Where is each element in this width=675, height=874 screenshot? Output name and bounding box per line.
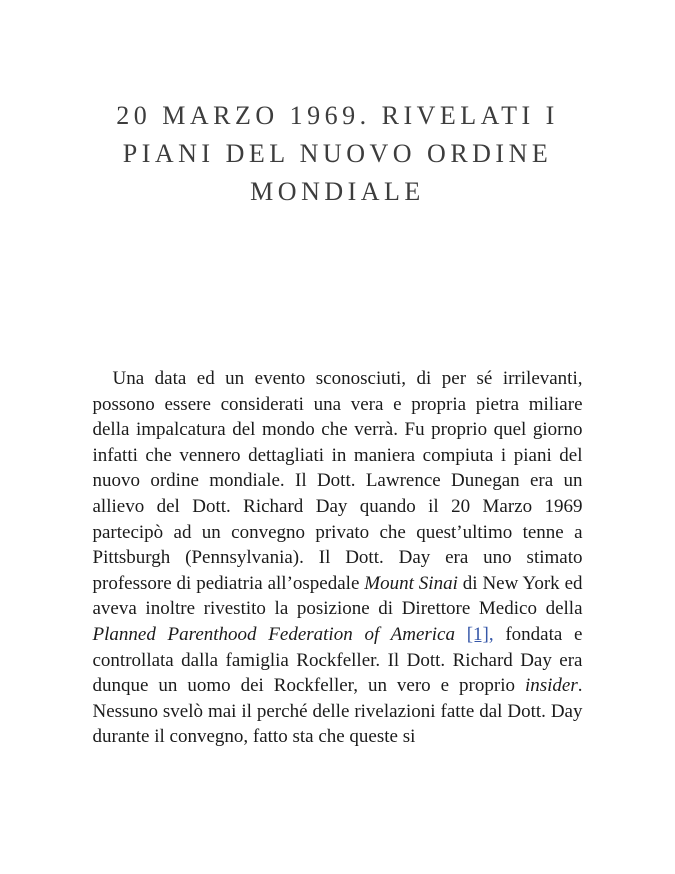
chapter-title-line: MONDIALE: [250, 177, 425, 206]
paragraph-run-italic: Planned Parenthood Federation of America: [92, 623, 467, 645]
paragraph-run: Una data ed un evento sconosciuti, di per sé irrilevanti, possono essere considerati una vera e propria pietra miliare della impalcatura del mondo che verrà. Fu proprio quel giorno infatti che vennero dettagliati in maniera compiuta i piani del nuovo ordine mondiale. Il Dott. Lawrence Dunegan era un allievo del Dott. Richard Day quando il 20 Marzo 1969 partecipò ad un convegno privato che quest’ultimo tenne a Pittsburgh (Pennsylvania). Il Dott. Day era uno stimato professore di pediatria all’ospedale: [92, 368, 583, 594]
chapter-title-line: PIANI DEL NUOVO ORDINE: [122, 139, 553, 168]
footnote-link[interactable]: [1]: [466, 623, 489, 645]
paragraph-run: di New York ed aveva inoltre rivestito la posizione di Direttore Medico della: [92, 572, 583, 620]
paragraph-run-italic: Mount Sinai: [364, 572, 458, 594]
paragraph-run: fondata e controllata dalla famiglia Rockfeller. Il Dott. Richard Day era dunque un uomo dei Rockfeller, un vero e proprio: [92, 623, 583, 697]
chapter-title: [0, 97, 675, 211]
body-paragraph: [93, 366, 583, 750]
chapter-title-line: 20 MARZO 1969. RIVELATI I: [116, 101, 559, 130]
paragraph-run-italic: insider: [524, 675, 578, 697]
paragraph-run: . Nessuno svelò mai il perché delle rivelazioni fatte dal Dott. Day durante il convegno, fatto sta che queste si: [92, 675, 583, 748]
footnote-comma: ,: [488, 623, 494, 645]
